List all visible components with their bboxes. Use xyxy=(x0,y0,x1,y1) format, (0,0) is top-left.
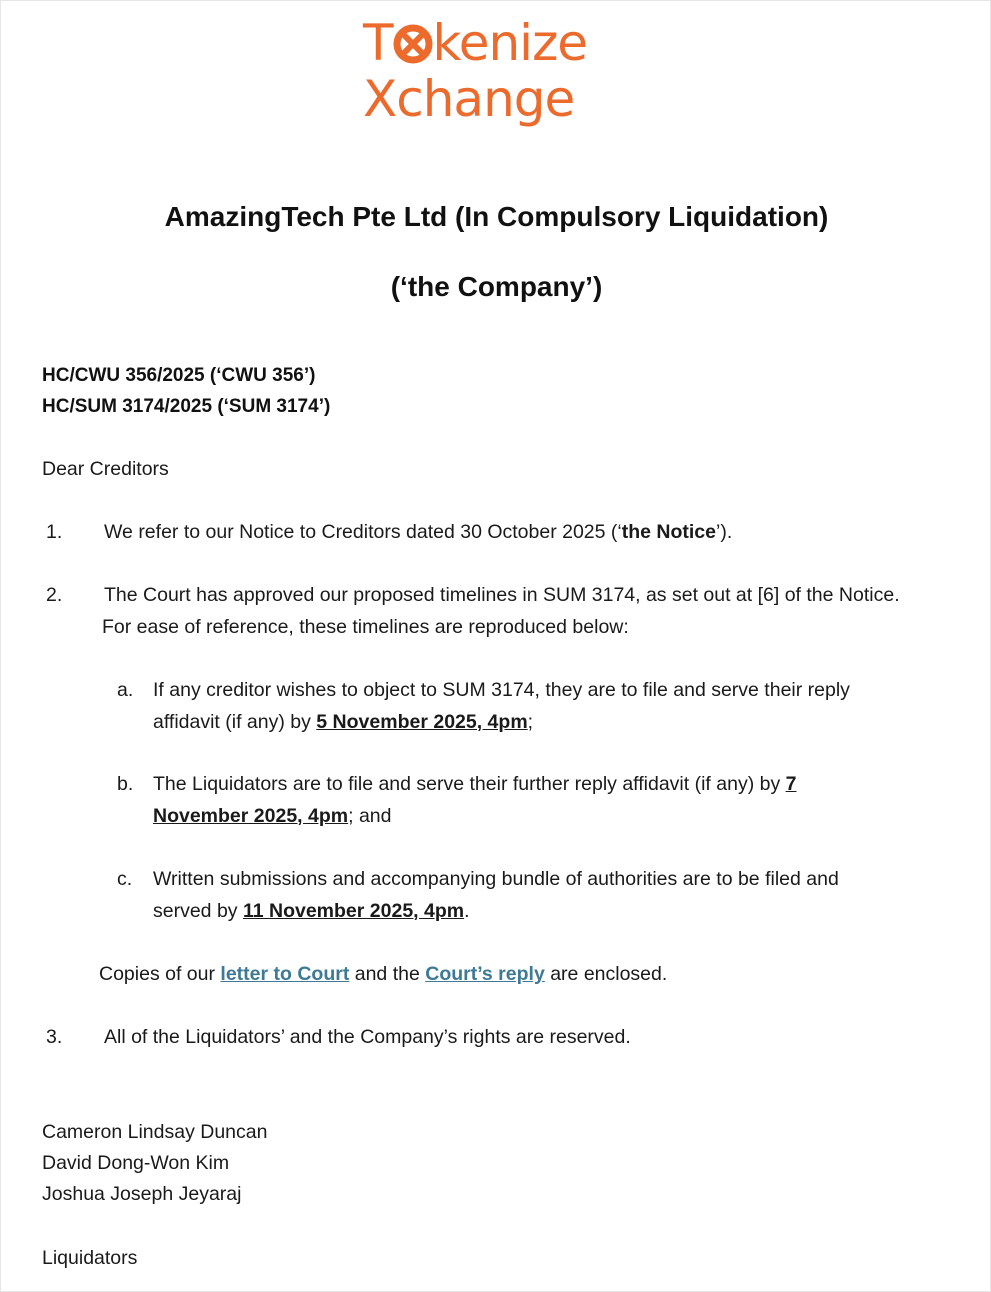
timeline-b-letter: b. xyxy=(117,773,134,795)
para-2: The Court has approved our proposed timelines in SUM 3174, as set out at [6] of the Notice. For ease of reference, these timelines are reproduced below: xyxy=(102,584,900,638)
signatory-3: Joshua Joseph Jeyaraj xyxy=(42,1183,242,1205)
logo-line-1: T kenize xyxy=(363,14,588,72)
timeline-b: The Liquidators are to file and serve their further reply affidavit (if any) by 7 November 2025, 4pm; and xyxy=(153,773,797,827)
case-ref-cwu: HC/CWU 356/2025 (‘CWU 356’) xyxy=(42,365,316,386)
company-defined-term: (‘the Company’) xyxy=(390,271,603,302)
para-3-number: 3. xyxy=(46,1026,63,1048)
para-3: All of the Liquidators’ and the Company’s rights are reserved. xyxy=(104,1026,631,1048)
timeline-a-letter: a. xyxy=(117,679,134,701)
closing-role: Liquidators xyxy=(42,1247,138,1269)
timeline-c: Written submissions and accompanying bundle of authorities are to be filed and served by 11 November 2025, 4pm. xyxy=(153,868,839,922)
logo-line-2: Xchange xyxy=(363,70,575,128)
courts-reply-link[interactable]: Court’s reply xyxy=(425,963,545,985)
letter-to-court-link[interactable]: letter to Court xyxy=(220,963,350,985)
timeline-b-date: 7 November 2025, 4pm xyxy=(153,773,797,827)
para-2-number: 2. xyxy=(46,584,63,606)
logo-o-x-icon xyxy=(391,22,435,66)
timeline-c-letter: c. xyxy=(117,868,133,890)
salutation: Dear Creditors xyxy=(42,458,169,480)
notice-defined-term: the Notice xyxy=(621,521,716,543)
timeline-a-date: 5 November 2025, 4pm xyxy=(316,710,528,733)
tokenize-xchange-logo xyxy=(363,15,643,127)
para-1: We refer to our Notice to Creditors dated 30 October 2025 (‘the Notice’). xyxy=(104,521,733,543)
case-ref-sum: HC/SUM 3174/2025 (‘SUM 3174’) xyxy=(42,396,331,417)
enclosure-line: Copies of our letter to Court and the Court’s reply are enclosed. xyxy=(99,963,668,985)
timeline-a: If any creditor wishes to object to SUM 3174, they are to file and serve their reply affidavit (if any) by 5 November 2025, 4pm; xyxy=(153,679,850,733)
timeline-c-date: 11 November 2025, 4pm xyxy=(242,899,465,922)
signatory-2: David Dong-Won Kim xyxy=(42,1152,230,1174)
para-1-number: 1. xyxy=(46,521,63,543)
signatory-1: Cameron Lindsay Duncan xyxy=(42,1121,268,1143)
company-title: AmazingTech Pte Ltd (In Compulsory Liquidation) xyxy=(164,201,829,232)
